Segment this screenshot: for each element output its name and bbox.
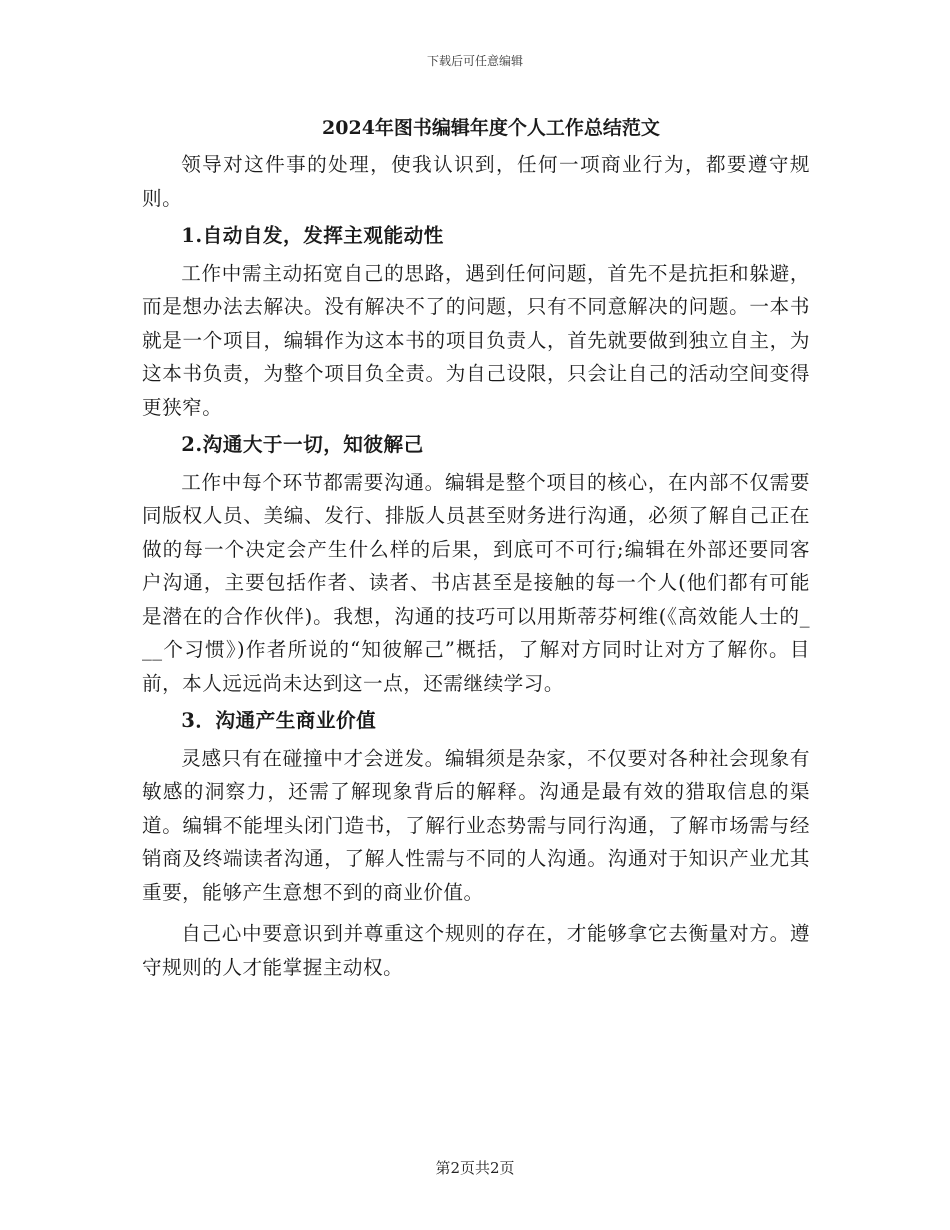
section-body-1: 工作中需主动拓宽自己的思路，遇到任何问题，首先不是抗拒和躲避，而是想办法去解决。没有解决不了的问题，只有不同意解决的问题。一本书就是一个项目，编辑作为这本书的项目负责人，首先就要做到独立自主，为这本书负责，为整个项目负全责。为自己设限，只会让自己的活动空间变得更狭窄。 [142, 261, 810, 419]
document-title: 2024年图书编辑年度个人工作总结范文 [322, 117, 660, 139]
intro-paragraph: 领导对这件事的处理，使我认识到，任何一项商业行为，都要遵守规则。 [142, 153, 810, 210]
closing-paragraph: 自己心中要意识到并尊重这个规则的存在，才能够拿它去衡量对方。遵守规则的人才能掌握主动权。 [142, 922, 810, 979]
section-heading-3: 3．沟通产生商业价值 [181, 709, 377, 732]
header-note: 下载后可任意编辑 [426, 54, 523, 68]
section-heading-2: 2.沟通大于一切，知彼解己 [181, 433, 424, 456]
document-body [142, 108, 810, 984]
section-body-2: 工作中每个环节都需要沟通。编辑是整个项目的核心，在内部不仅需要同版权人员、美编、发行、排版人员甚至财务进行沟通，必须了解自己正在做的每一个决定会产生什么样的后果，到底可不可行;编辑在外部还要同客户沟通，主要包括作者、读者、书店甚至是接触的每一个人(他们都有可能是潜在的合作伙伴)。我想，沟通的技巧可以用斯蒂芬柯维(《高效能人士的___个习惯》)作者所说的“知彼解己”概括，了解对方同时让对方了解你。目前，本人远远尚未达到这一点，还需继续学习。 [142, 470, 810, 695]
section-body-3: 灵感只有在碰撞中才会迸发。编辑须是杂家，不仅要对各种社会现象有敏感的洞察力，还需了解现象背后的解释。沟通是最有效的猎取信息的渠道。编辑不能埋头闭门造书，了解行业态势需与同行沟通，了解市场需与经销商及终端读者沟通，了解人性需与不同的人沟通。沟通对于知识产业尤其重要，能够产生意想不到的商业价值。 [142, 746, 810, 904]
section-heading-1: 1.自动自发，发挥主观能动性 [181, 224, 444, 247]
page-number: 第2页共2页 [435, 1159, 515, 1177]
